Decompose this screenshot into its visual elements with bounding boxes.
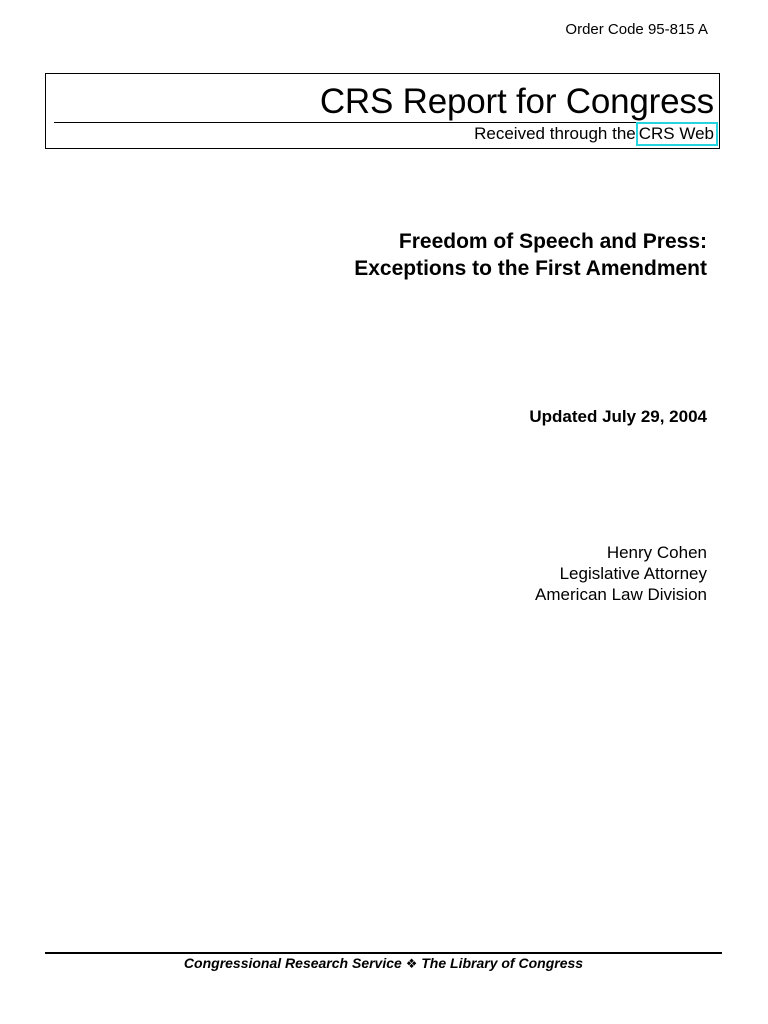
author-division: American Law Division <box>535 585 707 604</box>
footer <box>45 954 722 974</box>
document-title <box>354 228 707 282</box>
crs-web-link[interactable]: CRS Web <box>636 122 718 146</box>
diamond-separator-icon: ❖ <box>405 957 418 972</box>
author-position: Legislative Attorney <box>559 564 707 583</box>
order-code: Order Code 95-815 A <box>565 21 708 38</box>
updated-date: Updated July 29, 2004 <box>529 407 707 426</box>
document-title-line-2: Exceptions to the First Amendment <box>354 257 707 280</box>
received-prefix: Received through the <box>474 124 636 143</box>
received-line <box>474 122 718 146</box>
author-name: Henry Cohen <box>606 543 707 562</box>
document-title-line-1: Freedom of Speech and Press: <box>398 230 707 253</box>
footer-crs: Congressional Research Service <box>183 955 402 971</box>
author-block <box>535 542 707 605</box>
footer-library: The Library of Congress <box>421 955 584 971</box>
report-title: CRS Report for Congress <box>319 82 714 121</box>
